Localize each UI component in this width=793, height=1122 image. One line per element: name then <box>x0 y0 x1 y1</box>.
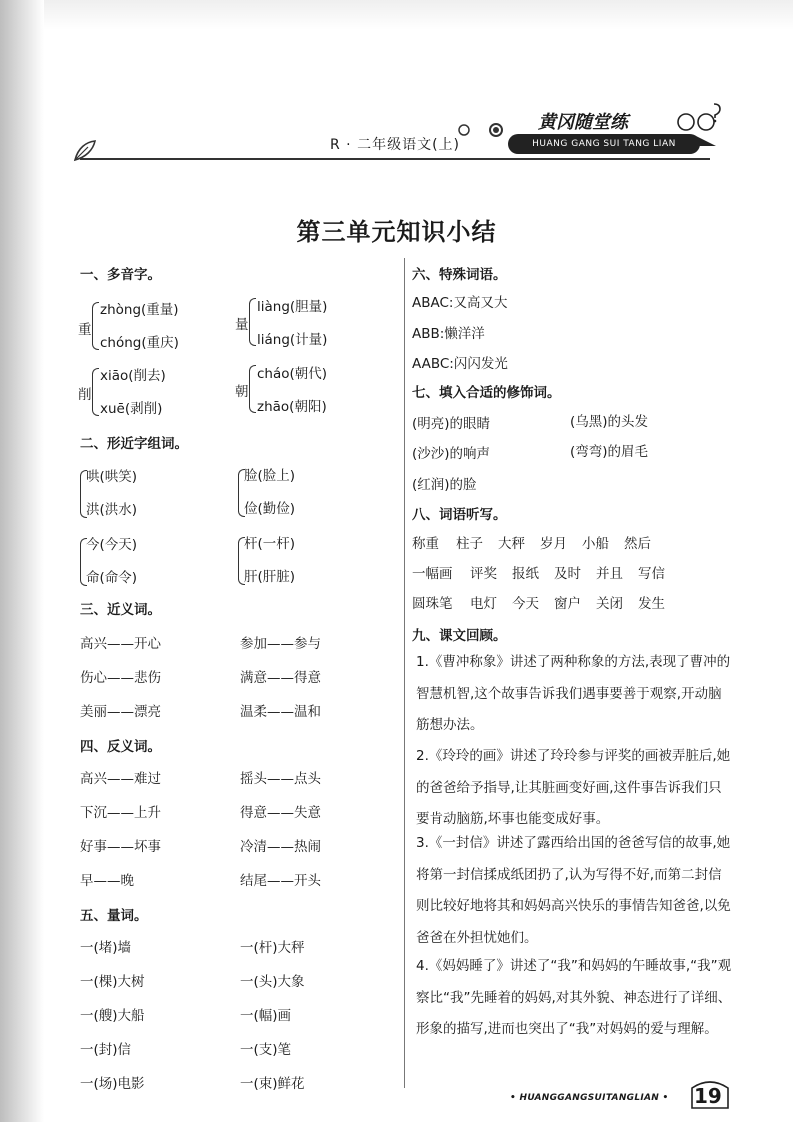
measure-word: 一(场)电影 <box>80 1076 145 1092</box>
dictation-word: 及时 <box>554 566 581 582</box>
section-heading-5: 五、量词。 <box>80 908 148 924</box>
similar-char-item: 今(今天) <box>86 537 138 553</box>
brace <box>249 365 256 413</box>
special-word: ABAC:又高又大 <box>412 295 508 311</box>
dictation-word: 报纸 <box>512 566 539 582</box>
antonym-pair: 早——晚 <box>80 873 134 889</box>
antonym-pair: 下沉——上升 <box>80 805 161 821</box>
special-word: ABB:懒洋洋 <box>412 326 485 342</box>
modifier-phrase: (红润)的脸 <box>412 477 477 493</box>
measure-word: 一(幅)画 <box>240 1008 292 1024</box>
dictation-word: 电灯 <box>470 596 497 612</box>
antonym-pair: 得意——失意 <box>240 805 321 821</box>
similar-char-item: 脸(脸上) <box>244 468 296 484</box>
brace <box>92 368 99 416</box>
dictation-word: 一幅画 <box>412 566 453 582</box>
modifier-phrase: (乌黑)的头发 <box>570 414 649 430</box>
review-paragraph: 3.《一封信》讲述了露西给出国的爸爸写信的故事,她将第一封信揉成纸团扔了,认为写得不好,而第二封信则比较好地将其和妈妈高兴快乐的事情告知爸爸,以免爸爸在外担忧她们。 <box>416 835 731 946</box>
page-number: 19 <box>694 1084 722 1108</box>
page-title: 第三单元知识小结 <box>296 218 497 246</box>
antonym-pair: 好事——坏事 <box>80 839 161 855</box>
review-paragraph: 1.《曹冲称象》讲述了两种称象的方法,表现了曹冲的智慧机智,这个故事告诉我们遇事要善于观察,开动脑筋想办法。 <box>416 654 731 733</box>
dictation-word: 小船 <box>582 536 609 552</box>
modifier-phrase: (沙沙)的响声 <box>412 446 491 462</box>
dictation-word: 今天 <box>512 596 539 612</box>
modifier-phrase: (明亮)的眼睛 <box>412 416 491 432</box>
dictation-word: 窗户 <box>554 596 581 612</box>
scan-shadow-top <box>0 0 793 30</box>
synonym-pair: 美丽——漂亮 <box>80 704 161 720</box>
section-heading-3: 三、近义词。 <box>80 602 161 618</box>
brace <box>92 302 99 350</box>
measure-word: 一(封)信 <box>80 1042 132 1058</box>
brace <box>249 298 256 346</box>
leaf-icon <box>72 138 98 164</box>
measure-word: 一(束)鲜花 <box>240 1076 305 1092</box>
dictation-word: 写信 <box>638 566 665 582</box>
brand-logo: 黄冈随堂练 <box>538 112 628 133</box>
section-heading-7: 七、填入合适的修饰词。 <box>412 385 561 401</box>
rings-icon <box>456 120 516 156</box>
similar-char-item: 肝(肝脏) <box>244 569 296 585</box>
header-rule <box>80 158 710 160</box>
polyphone-item: zhāo(朝阳) <box>257 399 327 415</box>
synonym-pair: 高兴——开心 <box>80 636 161 652</box>
polyphone-item: xiāo(削去) <box>100 368 166 384</box>
section-heading-4: 四、反义词。 <box>80 739 161 755</box>
synonym-pair: 温柔——温和 <box>240 704 321 720</box>
similar-char-item: 俭(勤俭) <box>244 501 296 517</box>
modifier-phrase: (弯弯)的眉毛 <box>570 444 649 460</box>
column-divider <box>404 258 405 1088</box>
polyphone-char: 量 <box>235 317 249 333</box>
polyphone-item: liàng(胆量) <box>257 299 328 315</box>
section-heading-1: 一、多音字。 <box>80 267 161 283</box>
footer-site: • HUANGGANGSUITANGLIAN • <box>510 1093 669 1103</box>
kids-reading-icon <box>668 100 728 152</box>
similar-char-item: 哄(哄笑) <box>86 469 138 485</box>
polyphone-char: 重 <box>78 322 92 338</box>
review-paragraph: 2.《玲玲的画》讲述了玲玲参与评奖的画被弄脏后,她的爸爸给予指导,让其脏画变好画,这件事告诉我们只要肯动脑筋,坏事也能变成好事。 <box>416 748 731 827</box>
measure-word: 一(头)大象 <box>240 974 305 990</box>
polyphone-item: zhòng(重量) <box>100 302 179 318</box>
dictation-word: 发生 <box>638 596 665 612</box>
measure-word: 一(棵)大树 <box>80 974 145 990</box>
section-heading-2: 二、形近字组词。 <box>80 436 188 452</box>
synonym-pair: 参加——参与 <box>240 636 321 652</box>
polyphone-item: cháo(朝代) <box>257 366 328 382</box>
similar-char-item: 命(命令) <box>86 570 138 586</box>
course-label: R · 二年级语文(上) <box>330 137 461 153</box>
antonym-pair: 摇头——点头 <box>240 771 321 787</box>
dictation-word: 岁月 <box>540 536 567 552</box>
antonym-pair: 冷清——热闹 <box>240 839 321 855</box>
polyphone-item: liáng(计量) <box>257 332 328 348</box>
dictation-word: 柱子 <box>456 536 483 552</box>
special-word: AABC:闪闪发光 <box>412 356 508 372</box>
antonym-pair: 高兴——难过 <box>80 771 161 787</box>
synonym-pair: 满意——得意 <box>240 670 321 686</box>
measure-word: 一(支)笔 <box>240 1042 292 1058</box>
dictation-word: 圆珠笔 <box>412 596 453 612</box>
scan-shadow-left <box>0 0 44 1122</box>
section-heading-6: 六、特殊词语。 <box>412 267 507 283</box>
measure-word: 一(堵)墙 <box>80 940 132 956</box>
antonym-pair: 结尾——开头 <box>240 873 321 889</box>
section-heading-9: 九、课文回顾。 <box>412 628 507 644</box>
review-paragraph: 4.《妈妈睡了》讲述了“我”和妈妈的午睡故事,“我”观察比“我”先睡着的妈妈,对其外貌、神态进行了详细、形象的描写,进而也突出了“我”对妈妈的爱与理解。 <box>416 958 732 1037</box>
measure-word: 一(杆)大秤 <box>240 940 305 956</box>
polyphone-item: xuē(剥削) <box>100 401 163 417</box>
polyphone-char: 削 <box>78 387 92 403</box>
dictation-word: 然后 <box>624 536 651 552</box>
brand-pinyin: HUANG GANG SUI TANG LIAN <box>508 134 700 154</box>
dictation-word: 关闭 <box>596 596 623 612</box>
dictation-word: 称重 <box>412 536 439 552</box>
similar-char-item: 洪(洪水) <box>86 502 138 518</box>
measure-word: 一(艘)大船 <box>80 1008 145 1024</box>
similar-char-item: 杆(一杆) <box>244 536 296 552</box>
polyphone-char: 朝 <box>235 384 249 400</box>
dictation-word: 并且 <box>596 566 623 582</box>
dictation-word: 大秤 <box>498 536 525 552</box>
polyphone-item: chóng(重庆) <box>100 335 179 351</box>
synonym-pair: 伤心——悲伤 <box>80 670 161 686</box>
dictation-word: 评奖 <box>470 566 497 582</box>
section-heading-8: 八、词语听写。 <box>412 507 507 523</box>
